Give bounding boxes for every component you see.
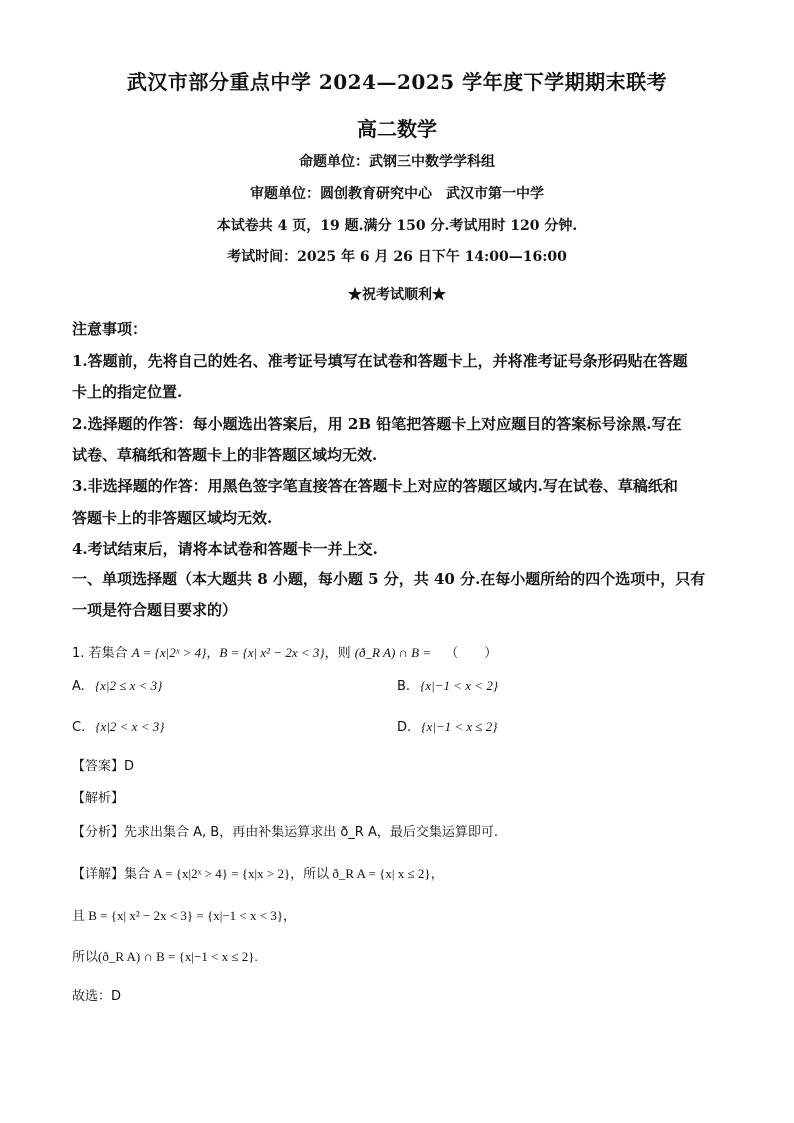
scope-line: 本试卷共 4 页，19 题.满分 150 分.考试用时 120 分钟. [216,218,578,234]
section-heading: 一、单项选择题（本大题共 8 小题，每小题 5 分，共 40 分.在每小题所给的四个选项中，只有 [72,570,706,588]
notice-line: 2.选择题的作答：每小题选出答案后，用 2B 铅笔把答题卡上对应题目的答案标号涂黑.写在 [72,415,682,433]
subject-title: 高二数学 [357,117,437,141]
setter-line: 命题单位：武钢三中数学学科组 [299,154,495,170]
answer-line [72,755,134,774]
notice-line: 4.考试结束后，请将本试卷和答题卡一并上交. [72,540,378,558]
xiangjie-line: 所以(ð_R A) ∩ B = {x|−1 < x ≤ 2}. [72,949,258,964]
fenxi-line: 【分析】先求出集合 A, B，再由补集运算求出 ð_R A，最后交集运算即可. [72,825,499,840]
notice-line: 答题卡上的非答题区域均无效. [72,509,273,527]
notice-heading: 注意事项： [72,320,148,338]
option-b: B. {x|−1 < x < 2} [397,678,499,694]
reviewer-line: 审题单位：圆创教育研究中心 武汉市第一中学 [250,186,544,202]
question-expression: (ð_R A) ∩ B = [354,645,432,660]
analysis-tag: 【解析】 [72,791,125,806]
option-a: A. {x|2 ≤ x < 3} [72,678,163,694]
notice-line: 3.非选择题的作答：用黑色签字笔直接答在答题卡上对应的答题区域内.写在试卷、草稿纸和 [72,477,678,495]
notice-line: 卡上的指定位置. [72,383,183,401]
notice-line: 1.答题前，先将自己的姓名、准考证号填写在试卷和答题卡上，并将准考证号条形码贴在答题 [72,352,688,370]
answer-blank: （ ） [445,646,498,661]
xiangjie-line: 且 B = {x| x² − 2x < 3} = {x|−1 < x < 3}， [72,908,297,923]
set-b-expression: B = {x| x² − 2x < 3} [219,645,325,660]
question-stem: 1. 若集合 A = {x|2ˣ > 4}，B = {x| x² − 2x < 3}，则 (ð_R A) ∩ B = （ ） [72,645,498,661]
section-heading-cont: 一项是符合题目要求的） [72,601,238,619]
notice-line: 试卷、草稿纸和答题卡上的非答题区域均无效. [72,446,378,464]
xiangjie-line: 【详解】集合 A = {x|2ˣ > 4} = {x|x > 2}，所以 ð_R A = {x| x ≤ 2}， [72,866,444,882]
exam-title: 武汉市部分重点中学 2024—2025 学年度下学期期末联考 [126,70,668,94]
answer-value: D [124,759,135,774]
option-c: C. {x|2 < x < 3} [72,719,165,735]
wish-line: ★祝考试顺利★ [348,287,446,303]
set-a-expression: A = {x|2ˣ > 4} [131,645,207,660]
time-line: 考试时间：2025 年 6 月 26 日下午 14:00—16:00 [227,249,567,265]
answer-tag: 【答案】 [72,759,125,774]
final-answer: 故选：D [72,989,122,1004]
option-d: D. {x|−1 < x ≤ 2} [397,719,498,735]
